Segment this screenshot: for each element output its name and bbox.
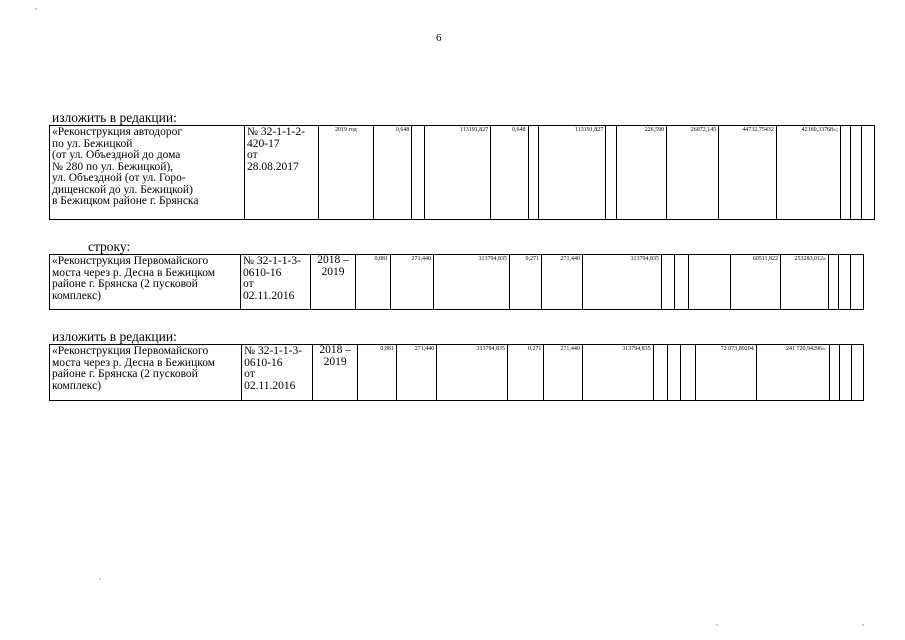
project-row-table bbox=[49, 344, 864, 401]
project-row-table bbox=[49, 254, 864, 310]
value-cell: 0,271 bbox=[508, 345, 544, 401]
section-caption: изложить в редакции: bbox=[52, 329, 177, 344]
value-cell: 0,648 bbox=[491, 126, 528, 220]
value-cell: 42160,33768»; bbox=[776, 126, 840, 220]
value-cell: 271,440 bbox=[391, 255, 434, 310]
scan-speck bbox=[862, 624, 864, 626]
value-cell: 60511,822 bbox=[731, 255, 781, 310]
value-cell bbox=[839, 345, 851, 401]
value-cell: 271,440 bbox=[544, 345, 582, 401]
value-cell: 271,440 bbox=[396, 345, 436, 401]
value-cell: 0,881 bbox=[356, 255, 391, 310]
value-cell bbox=[862, 126, 875, 220]
expertise-doc-cell: № 32-1-1-2- 420-17 от 28.08.2017 bbox=[245, 126, 319, 220]
value-cell bbox=[829, 255, 839, 310]
project-name-cell: «Реконструкция Первомайского моста через р. Десна в Бежицком районе г. Брянска (2 пусковой комплекс) bbox=[50, 255, 241, 310]
value-cell bbox=[667, 345, 680, 401]
value-cell bbox=[680, 345, 695, 401]
period-cell: 2018 – 2019 bbox=[311, 255, 356, 310]
value-cell bbox=[829, 345, 839, 401]
value-cell: 253283,012» bbox=[781, 255, 829, 310]
value-cell bbox=[653, 345, 667, 401]
scan-speck bbox=[99, 578, 101, 580]
value-cell bbox=[412, 126, 425, 220]
section-caption: изложить в редакции: bbox=[52, 110, 177, 125]
value-cell bbox=[851, 255, 864, 310]
value-cell: 313794,835 bbox=[583, 255, 662, 310]
value-cell bbox=[840, 126, 851, 220]
project-name-cell: «Реконструкция Первомайского моста через р. Десна в Бежицком районе г. Брянска (2 пусковой комплекс) bbox=[50, 345, 242, 401]
value-cell: 313794,835 bbox=[437, 345, 508, 401]
value-cell: 113191,827 bbox=[425, 126, 491, 220]
expertise-doc-cell: № 32-1-1-3- 0610-16 от 02.11.2016 bbox=[242, 345, 313, 401]
value-cell bbox=[851, 126, 862, 220]
value-cell: 44732,75432 bbox=[719, 126, 777, 220]
value-cell: 113191,827 bbox=[539, 126, 606, 220]
value-cell bbox=[689, 255, 731, 310]
value-cell: 0,881 bbox=[358, 345, 396, 401]
value-cell: 241 720,94296». bbox=[756, 345, 829, 401]
value-cell bbox=[606, 126, 617, 220]
value-cell: 0,648 bbox=[374, 126, 412, 220]
value-cell: 226,590 bbox=[616, 126, 666, 220]
value-cell: 313794,835 bbox=[582, 345, 653, 401]
page-number: 6 bbox=[436, 32, 442, 44]
project-name-cell: «Реконструкция автодорог по ул. Бежицкой (от ул. Объездной до дома № 280 по ул. Бежицкой), ул. Объездной (от ул. Горо- дищенской до ул. Бежицкой) в Бежицком районе г. Брянска bbox=[50, 126, 245, 220]
period-cell: 2018 – 2019 bbox=[312, 345, 358, 401]
expertise-doc-cell: № 32-1-1-3- 0610-16 от 02.11.2016 bbox=[241, 255, 311, 310]
value-cell: 271,440 bbox=[542, 255, 583, 310]
value-cell: 26072,145 bbox=[667, 126, 719, 220]
value-cell: 0,271 bbox=[510, 255, 542, 310]
value-cell: 313794,835 bbox=[434, 255, 510, 310]
value-cell bbox=[528, 126, 539, 220]
value-cell bbox=[851, 345, 863, 401]
scan-speck bbox=[716, 624, 718, 626]
project-row-table bbox=[49, 125, 875, 220]
value-cell bbox=[839, 255, 851, 310]
scan-speck bbox=[35, 8, 37, 10]
value-cell: 72 073,89204 bbox=[696, 345, 757, 401]
value-cell bbox=[675, 255, 689, 310]
period-cell: 2019 год bbox=[318, 126, 373, 220]
section-caption: строку: bbox=[88, 239, 131, 254]
value-cell bbox=[662, 255, 675, 310]
